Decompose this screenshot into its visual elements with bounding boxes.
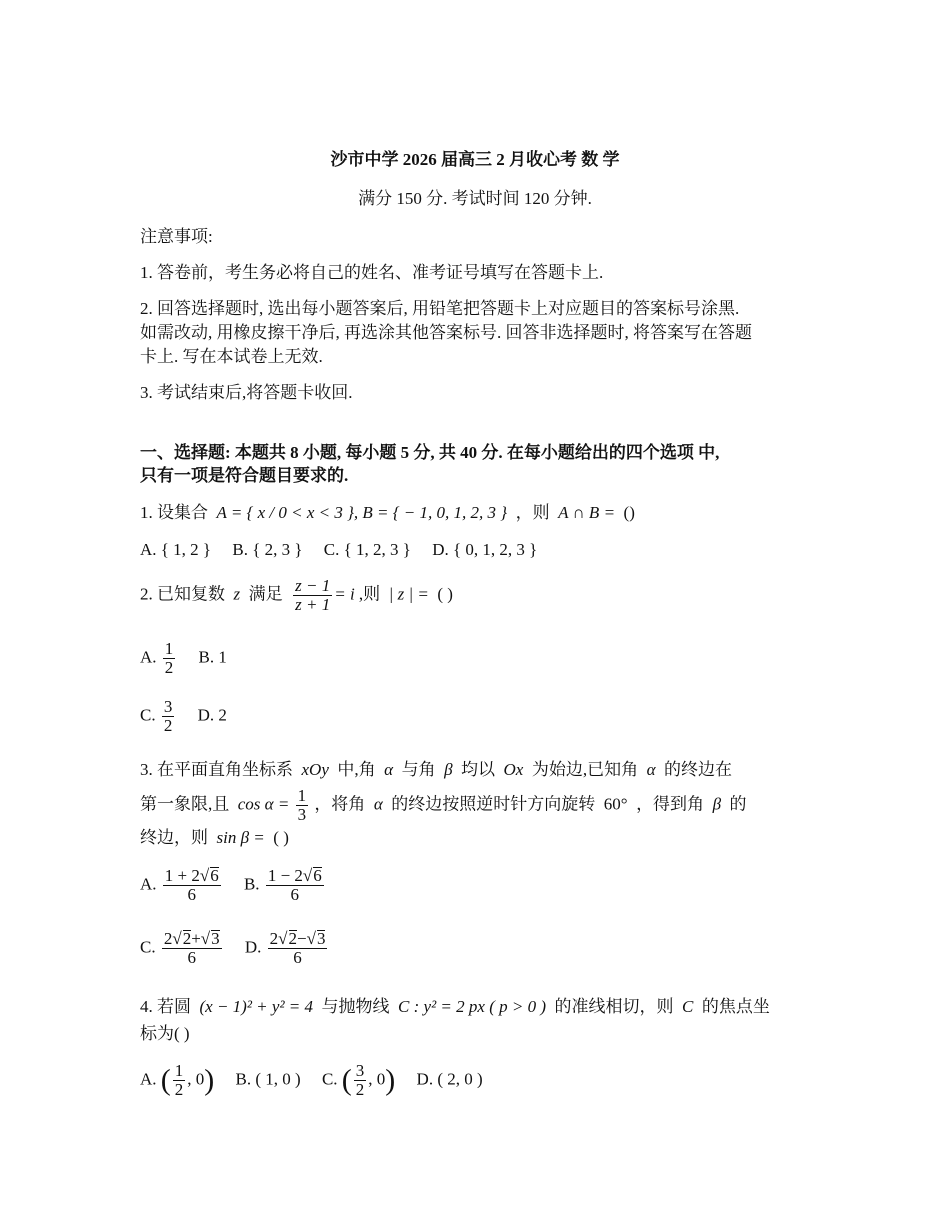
q4-options [140,1062,483,1099]
q3-option-c-radicand-1: 2 [182,929,192,948]
q2-z: z [233,584,241,604]
q3-option-b-radicand: 6 [313,866,322,885]
q2-options-row-2 [140,698,227,735]
question-3-line-3 [140,825,289,851]
q3-text-l: 终边，则 [140,828,208,847]
q3-sin: sin β = [216,828,265,847]
q3-option-c-den: 6 [187,948,196,967]
q3-text-f: 的终边在 [664,760,733,779]
q2-fraction [293,577,332,614]
q1-option-b: B. { 2, 3 } [232,540,303,559]
q3-option-d-radicand-2: 3 [316,929,326,948]
q1-option-a: A. { 1, 2 } [140,540,212,559]
q1-mid: ，则 [515,503,550,522]
q2-option-c-num: 3 [163,697,173,716]
note-3: 3. 考试结束后,将答题卡收回. [140,383,353,402]
q2-option-d: D. 2 [197,705,227,725]
q2-eq-i: = i [334,584,355,604]
q3-text-j: ，得到角 [636,794,705,814]
q3-alpha-2: α [646,760,656,779]
q3-option-d-fraction [268,930,328,967]
note-2-line-3: 卡上. 写在本试卷上无效. [140,347,323,366]
q3-option-c-radicand-2: 3 [211,929,220,948]
q3-beta: β [444,760,453,779]
q3-option-c-coef: 2 [163,929,173,948]
q3-cos-den: 3 [297,805,307,824]
q4-option-c-den: 2 [355,1080,365,1099]
question-2 [140,577,453,614]
q2-option-c-den: 2 [163,716,173,735]
q1-expr: A ∩ B = [558,503,616,522]
q3-option-a-den: 6 [187,885,196,904]
q3-cos-fraction [296,787,309,824]
q2-satisfies: 满足 [248,584,283,604]
q2-option-a-num: 1 [164,639,174,658]
note-2-line-2: 如需改动, 用橡皮擦干净后, 再选涂其他答案标号. 回答非选择题时, 将答案写在答题 [140,323,752,342]
q3-text-e: 为始边,已知角 [531,760,639,779]
section-heading-line-2: 只有一项是符合题目要求的. [140,466,349,485]
q1-sets: A = { x / 0 < x < 3 }, B = { − 1, 0, 1, 2, 3 } [216,503,508,522]
q4-text-b: 与抛物线 [321,997,390,1016]
exam-title: 沙市中学 2026 届高三 2 月收心考 数 学 [330,150,620,169]
q4-option-a-fraction [173,1062,186,1099]
q4-c: C [681,997,694,1016]
q3-cos-num: 1 [297,786,307,805]
q4-option-c-num: 3 [355,1061,365,1080]
q3-option-a-fraction [163,867,221,904]
question-4-line-2: 标为( ) [140,1024,190,1043]
q3-text-i: 的终边按照逆时针方向旋转 [391,794,596,814]
q3-option-d-label: D. [244,937,262,957]
q2-paren: ( ) [437,584,453,604]
q3-text-b: 中,角 [337,760,376,779]
q3-option-d-den: 6 [293,948,302,967]
q2-frac-num: z − 1 [295,576,331,595]
q3-options-row-1 [140,867,326,904]
q2-abs: | z | = [388,584,429,604]
q3-cos: cos α = [237,794,290,814]
q4-option-c-rparen: ) [385,1063,396,1097]
q3-option-a-num-pre: 1 + 2 [164,866,200,885]
q4-text-c: 的准线相切，则 [554,997,674,1016]
question-4-line-1 [140,994,770,1020]
q2-option-b: B. 1 [198,647,227,667]
q3-options-row-2 [140,930,329,967]
q1-prefix: 1. 设集合 [140,503,208,522]
q3-paren: ( ) [273,828,289,847]
q4-option-a-tail: , 0 [187,1069,205,1089]
notes-heading: 注意事项: [140,227,213,246]
q4-option-c-tail: , 0 [368,1069,386,1089]
q4-option-c-fraction [354,1062,367,1099]
q4-option-c-lparen: ( [341,1063,352,1097]
q3-beta-2: β [712,794,722,814]
q3-option-b-den: 6 [290,885,300,904]
q2-option-c-label: C. [140,705,156,725]
q3-ox: Ox [503,760,524,779]
q3-text-c: 与角 [401,760,436,779]
q3-option-c-fraction [162,930,222,967]
q3-text-k: 的 [729,794,747,814]
q3-option-d-op: − [297,929,307,948]
q4-text-d: 的焦点坐 [701,997,770,1016]
q4-option-a-lparen: ( [160,1063,171,1097]
q3-text-a: 3. 在平面直角坐标系 [140,760,293,779]
q3-option-a-label: A. [140,874,157,894]
question-3-line-1 [140,757,732,783]
q2-option-c-fraction [162,698,175,735]
question-3-line-2 [140,787,747,824]
q3-option-d-num: 2√2−√3 [269,929,326,948]
q2-option-a-fraction [163,640,176,677]
q3-option-c-op: + [191,929,201,948]
q3-option-c-num: 2√2+√3 [163,929,220,948]
q3-option-d-radicand-1: 2 [288,929,297,948]
q1-option-d: D. { 0, 1, 2, 3 } [432,540,538,559]
q3-text-g: 第一象限,且 [140,794,230,814]
q4-option-a-num: 1 [174,1061,184,1080]
q3-text-h: ，将角 [314,794,366,814]
q3-option-a-num: 1 + 2√6 [164,866,219,885]
q3-degree: 60° [603,794,628,814]
q2-prefix: 2. 已知复数 [140,584,225,604]
q2-then: ,则 [358,584,381,604]
q3-alpha-3: α [373,794,383,814]
question-1 [140,500,635,526]
q4-option-a-den: 2 [174,1080,184,1099]
q2-option-a-den: 2 [164,658,174,677]
q3-option-b-fraction [266,867,324,904]
q4-option-d: D. ( 2, 0 ) [416,1069,483,1089]
q4-circle-equation: (x − 1)² + y² = 4 [199,997,314,1016]
q4-text-a: 4. 若圆 [140,997,191,1016]
q4-parabola-equation: C : y² = 2 px ( p > 0 ) [398,997,546,1016]
q3-option-d-coef: 2 [269,929,279,948]
q3-xoy: xOy [301,760,329,779]
section-heading-line-1: 一、选择题: 本题共 8 小题, 每小题 5 分, 共 40 分. 在每小题给出的四个选项 中, [140,443,720,462]
q3-alpha: α [384,760,394,779]
q2-frac-den: z + 1 [295,595,331,614]
q1-options [140,537,537,563]
q3-text-d: 均以 [461,760,496,779]
exam-subtitle: 满分 150 分. 考试时间 120 分钟. [358,189,592,208]
q1-paren: () [623,503,635,522]
q3-option-b-label: B. [243,874,260,894]
q3-option-c-label: C. [140,937,156,957]
q2-option-a-label: A. [140,647,157,667]
q3-option-b-num: 1 − 2√6 [267,866,322,885]
note-1: 1. 答卷前，考生务必将自己的姓名、准考证号填写在答题卡上. [140,263,604,282]
q2-options-row-1 [140,640,227,677]
note-2-line-1: 2. 回答选择题时, 选出每小题答案后, 用铅笔把答题卡上对应题目的答案标号涂黑. [140,299,740,318]
q3-option-b-num-pre: 1 − 2 [267,866,303,885]
q3-option-a-radicand: 6 [210,866,219,885]
q4-option-b: B. ( 1, 0 ) [235,1069,301,1089]
q4-option-c-label: C. [321,1069,338,1089]
q4-option-a-label: A. [140,1069,157,1089]
q4-option-a-rparen: ) [204,1063,215,1097]
q1-option-c: C. { 1, 2, 3 } [323,540,411,559]
